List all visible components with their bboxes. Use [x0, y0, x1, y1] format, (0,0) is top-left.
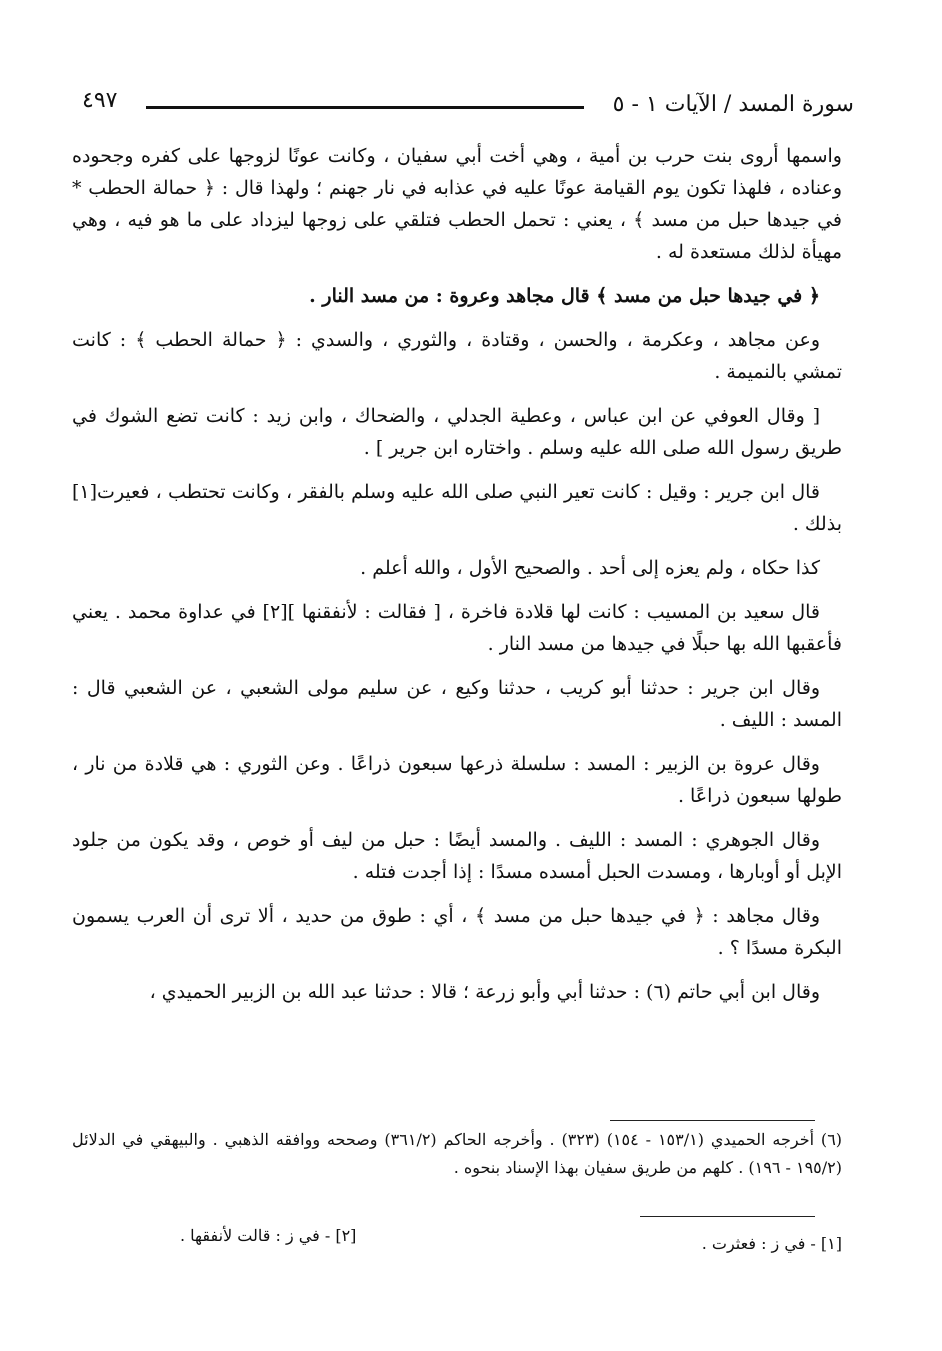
paragraph: كذا حكاه ، ولم يعزه إلى أحد . والصحيح الأول ، والله أعلم .	[360, 557, 820, 579]
chapter-title: سورة المسد / الآيات ١ - ٥	[612, 92, 854, 117]
variant-footnotes	[150, 1226, 842, 1256]
footnote-rule	[640, 1216, 815, 1217]
paragraph: [ وقال العوفي عن ابن عباس ، وعطية الجدلي ، والضحاك ، وابن زيد : كانت تضع الشوك في طريق رسول الله صلى الله عليه وسلم . واختاره ابن جرير ] .	[72, 405, 842, 459]
paragraph: واسمها أروى بنت حرب بن أمية ، وهي أخت أبي سفيان ، وكانت عونًا لزوجها على كفره وجحوده وعناده ، فلهذا تكون يوم القيامة عونًا عليه في عذابه في نار جهنم ؛ ولهذا قال : ﴿ حمالة الحطب * في جيدها حبل من مسد ﴾ ، يعني : تحمل الحطب فتلقي على زوجها ليزداد على ما هو فيه ، وهي مهيأة لذلك مستعدة له .	[72, 145, 842, 263]
page-number: ٤٩٧	[82, 88, 118, 113]
paragraph: قال سعيد بن المسيب : كانت لها قلادة فاخرة ، [ فقالت : لأنفقنها ][٢] في عداوة محمد . يعني فأعقبها الله بها حبلًا في جيدها من مسد النار .	[72, 601, 842, 655]
paragraph: وقال ابن أبي حاتم (٦) : حدثنا أبي وأبو زرعة ؛ قالا : حدثنا عبد الله بن الزبير الحميدي ،	[149, 981, 820, 1003]
footnote-1: [١] - في ز : فعثرت .	[701, 1234, 842, 1253]
footnote-2: [٢] - في ز : قالت لأنفقها .	[180, 1226, 357, 1245]
paragraph: وعن مجاهد ، وعكرمة ، والحسن ، وقتادة ، والثوري ، والسدي : ﴿ حمالة الحطب ﴾ : كانت تمشي بالنميمة .	[72, 329, 842, 383]
header-rule	[146, 106, 584, 109]
page-header	[82, 88, 854, 128]
paragraph: ﴿ في جيدها حبل من مسد ﴾ قال مجاهد وعروة : من مسد النار .	[309, 285, 820, 307]
footnote-rule	[610, 1120, 815, 1121]
source-footnote: (٦) أخرجه الحميدي (١٥٣/١ - ١٥٤) (٣٢٣) . وأخرجه الحاكم (٣٦١/٢) وصححه ووافقه الذهبي . والبيهقي في الدلائل (١٩٥/٢ - ١٩٦) . كلهم من طريق سفيان بهذا الإسناد بنحوه .	[72, 1130, 843, 1177]
paragraph: وقال عروة بن الزبير : المسد : سلسلة ذرعها سبعون ذراعًا . وعن الثوري : هي قلادة من نار ، طولها سبعون ذراعًا .	[72, 753, 842, 807]
paragraph: وقال ابن جرير : حدثنا أبو كريب ، حدثنا وكيع ، عن سليم مولى الشعبي ، عن الشعبي قال : المسد : الليف .	[72, 677, 842, 731]
paragraph: وقال الجوهري : المسد : الليف . والمسد أيضًا : حبل من ليف أو خوص ، وقد يكون من جلود الإبل أو أوبارها ، ومسدت الحبل أمسده مسدًا : إذا أجدت فتله .	[72, 829, 842, 883]
paragraph: قال ابن جرير : وقيل : كانت تعير النبي صلى الله عليه وسلم بالفقر ، وكانت تحتطب ، فعيرت[١] بذلك .	[72, 481, 842, 535]
paragraph: وقال مجاهد : ﴿ في جيدها حبل من مسد ﴾ ، أي : طوق من حديد ، ألا ترى أن العرب يسمون البكرة مسدًا ؟ .	[72, 905, 842, 959]
main-text	[72, 140, 842, 1020]
